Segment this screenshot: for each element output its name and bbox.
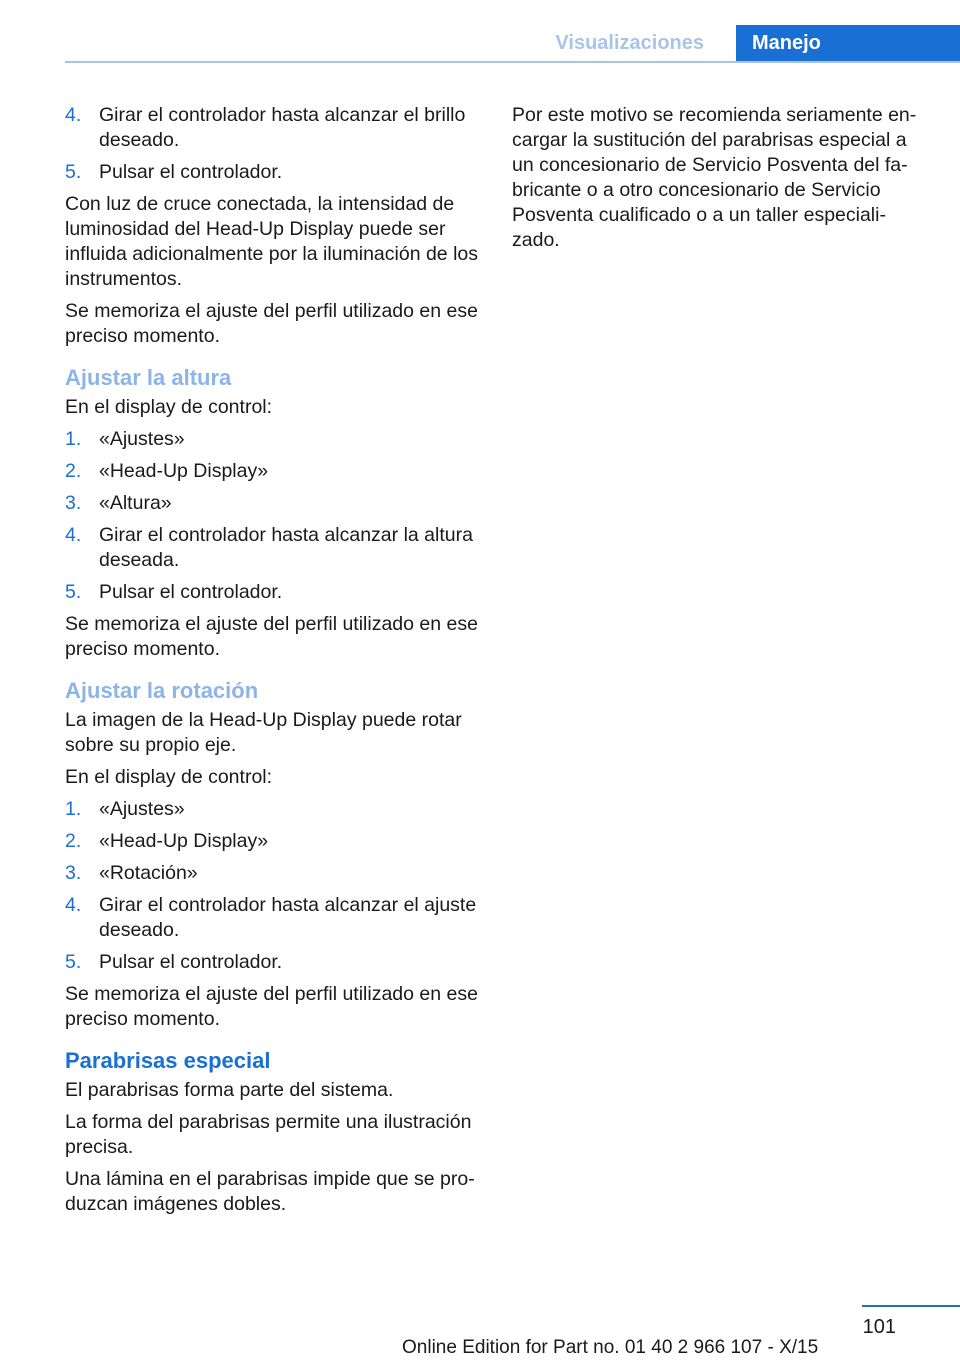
- paragraph: La forma del parabrisas permite una ilustración precisa.: [65, 1111, 472, 1158]
- paragraph: Se memoriza el ajuste del perfil utilizado en ese preciso momento.: [65, 613, 478, 660]
- list-item: [65, 580, 479, 605]
- paragraph: Se memoriza el ajuste del perfil utilizado en ese preciso momento.: [65, 983, 478, 1030]
- list-item: [65, 523, 479, 573]
- list-item: [65, 893, 479, 943]
- list-item: [65, 160, 479, 185]
- paragraph: Se memoriza el ajuste del perfil utilizado en ese preciso momento.: [65, 300, 478, 347]
- step-number: 1.: [65, 798, 82, 820]
- footer-rule: [862, 1305, 960, 1307]
- list-item: [65, 797, 479, 822]
- list-item: [65, 427, 479, 452]
- step-text: Pulsar el controlador.: [99, 951, 283, 973]
- step-number: 4.: [65, 524, 82, 546]
- paragraph: Una lámina en el parabrisas impide que se pro‐ duzcan imágenes dobles.: [65, 1168, 475, 1215]
- list-item: [65, 491, 479, 516]
- step-text: «Head-Up Display»: [99, 460, 269, 482]
- paragraph: Con luz de cruce conectada, la intensidad de luminosidad del Head-Up Display puede ser influida adicionalmente por la iluminación de los instrumentos.: [65, 193, 478, 290]
- height-steps: [65, 427, 479, 605]
- paragraph: En el display de control:: [65, 396, 273, 418]
- step-text: «Ajustes»: [99, 798, 185, 820]
- paragraph: La imagen de la Head-Up Display puede rotar sobre su propio eje.: [65, 709, 462, 756]
- brightness-steps: [65, 103, 479, 185]
- step-number: 5.: [65, 951, 82, 973]
- step-number: 2.: [65, 830, 82, 852]
- heading-ajustar-rotacion: Ajustar la rotación: [65, 678, 259, 703]
- heading-parabrisas-especial: Parabrisas especial: [65, 1048, 271, 1073]
- page-number: 101: [862, 1316, 896, 1338]
- left-column: [65, 103, 479, 1224]
- edition-footer: Online Edition for Part no. 01 40 2 966 107 - X/15: [402, 1337, 819, 1358]
- step-text: Pulsar el controlador.: [99, 161, 283, 183]
- step-number: 5.: [65, 161, 82, 183]
- paragraph: Por este motivo se recomienda seriamente en‐ cargar la sustitución del parabrisas especial a un concesionario de Servicio Posventa del fa‐ bricante o a otro concesionario de Servicio Posventa cualificado o a un taller especiali‐ zado.: [512, 104, 917, 251]
- header-rule: [65, 61, 960, 63]
- step-number: 4.: [65, 894, 82, 916]
- step-number: 5.: [65, 581, 82, 603]
- step-number: 3.: [65, 492, 82, 514]
- step-text: «Ajustes»: [99, 428, 185, 450]
- step-text: Girar el controlador hasta alcanzar la altura deseada.: [99, 524, 473, 571]
- step-text: Girar el controlador hasta alcanzar el ajuste deseado.: [99, 894, 477, 941]
- step-number: 3.: [65, 862, 82, 884]
- paragraph: En el display de control:: [65, 766, 273, 788]
- list-item: [65, 459, 479, 484]
- step-number: 2.: [65, 460, 82, 482]
- list-item: [65, 950, 479, 975]
- list-item: [65, 861, 479, 886]
- rotation-steps: [65, 797, 479, 975]
- heading-ajustar-altura: Ajustar la altura: [65, 365, 232, 390]
- right-column: [512, 103, 930, 260]
- step-number: 1.: [65, 428, 82, 450]
- chapter-tab[interactable]: Manejo: [736, 25, 960, 61]
- step-text: Pulsar el controlador.: [99, 581, 283, 603]
- step-text: «Altura»: [99, 492, 172, 514]
- list-item: [65, 829, 479, 854]
- list-item: [65, 103, 479, 153]
- step-number: 4.: [65, 104, 82, 126]
- step-text: «Rotación»: [99, 862, 198, 884]
- step-text: «Head-Up Display»: [99, 830, 269, 852]
- section-tab[interactable]: Visualizaciones: [555, 32, 704, 54]
- step-text: Girar el controlador hasta alcanzar el brillo deseado.: [99, 104, 466, 151]
- paragraph: El parabrisas forma parte del sistema.: [65, 1079, 394, 1101]
